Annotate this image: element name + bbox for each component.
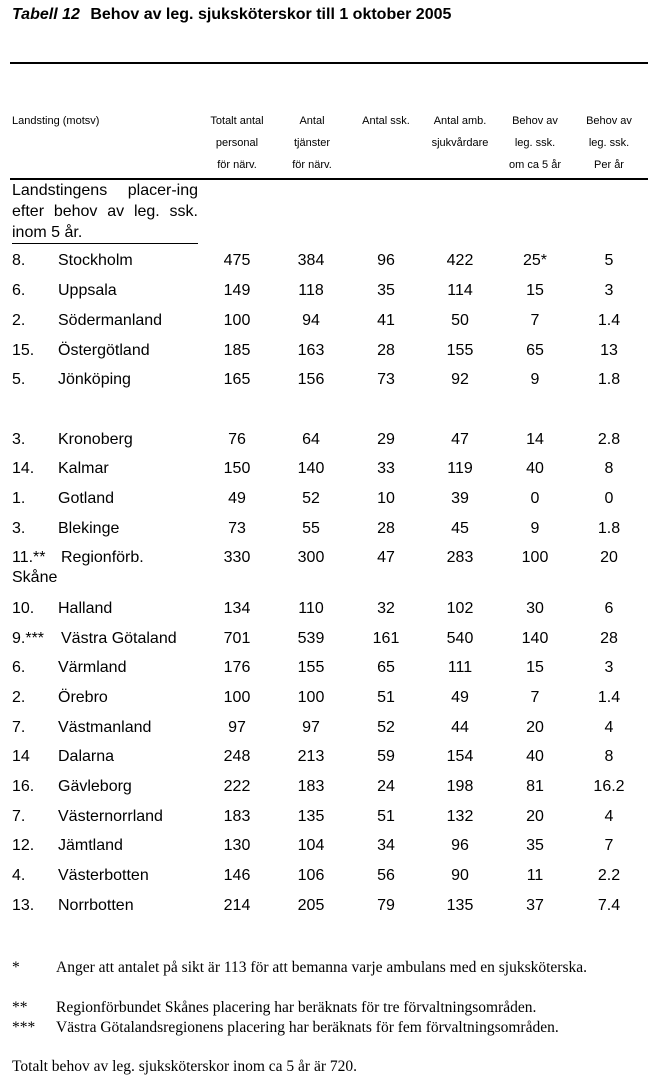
row-value-col6: 28 bbox=[600, 630, 618, 647]
row-value-col6: 1.4 bbox=[597, 312, 621, 329]
row-value-col2: 156 bbox=[297, 371, 325, 388]
row-rank: 6. bbox=[12, 282, 26, 299]
row-value-col6: 2.2 bbox=[597, 867, 621, 884]
row-value-col1: 73 bbox=[228, 520, 246, 537]
row-value-col3: 51 bbox=[377, 689, 395, 706]
footnote-mark-1: * bbox=[12, 959, 20, 976]
row-value-col1: 130 bbox=[223, 837, 251, 854]
row-rank: 14 bbox=[12, 748, 30, 765]
row-rank: 13. bbox=[12, 897, 35, 914]
row-name: Blekinge bbox=[58, 520, 120, 537]
row-value-col2: 55 bbox=[302, 520, 320, 537]
row-value-col1: 475 bbox=[223, 252, 251, 269]
row-value-col1: 214 bbox=[223, 897, 251, 914]
row-value-col3: 161 bbox=[372, 630, 400, 647]
row-value-col1: 134 bbox=[223, 600, 251, 617]
row-value-col1: 97 bbox=[228, 719, 246, 736]
row-value-col6: 8 bbox=[604, 460, 614, 477]
row-name: Kalmar bbox=[58, 460, 109, 477]
row-rank: 12. bbox=[12, 837, 35, 854]
row-value-col5: 9 bbox=[530, 371, 540, 388]
row-rank: 2. bbox=[12, 689, 26, 706]
row-value-col2: 205 bbox=[297, 897, 325, 914]
row-value-col3: 10 bbox=[377, 490, 395, 507]
row-value-col6: 4 bbox=[604, 808, 614, 825]
row-rank: 8. bbox=[12, 252, 26, 269]
row-value-col3: 41 bbox=[377, 312, 395, 329]
row-value-col1: 100 bbox=[223, 312, 251, 329]
row-value-col2: 118 bbox=[298, 282, 324, 299]
row-name: Västerbotten bbox=[58, 867, 149, 884]
row-rank: 10. bbox=[12, 600, 35, 617]
row-value-col1: 248 bbox=[223, 748, 251, 765]
row-value-col1: 701 bbox=[223, 630, 251, 647]
row-value-col4: 44 bbox=[451, 719, 469, 736]
row-value-col4: 49 bbox=[451, 689, 469, 706]
row-value-col5: 140 bbox=[521, 630, 549, 647]
row-value-col5: 37 bbox=[526, 897, 544, 914]
row-value-col2: 300 bbox=[297, 549, 325, 566]
row-rank: 3. bbox=[12, 431, 26, 448]
row-value-col6: 4 bbox=[604, 719, 614, 736]
table-row bbox=[0, 429, 658, 451]
row-value-col2: 183 bbox=[297, 778, 325, 795]
section-underline bbox=[12, 243, 198, 244]
row-value-col2: 140 bbox=[297, 460, 325, 477]
row-rank: 5. bbox=[12, 371, 26, 388]
row-value-col6: 13 bbox=[600, 342, 618, 359]
row-value-col4: 96 bbox=[451, 837, 469, 854]
row-rank: 15. bbox=[12, 342, 35, 359]
row-name: Halland bbox=[58, 600, 113, 617]
row-value-col5: 7 bbox=[530, 689, 540, 706]
row-value-col2: 104 bbox=[297, 837, 325, 854]
row-value-col6: 16.2 bbox=[593, 778, 625, 795]
row-value-col5: 0 bbox=[530, 490, 540, 507]
row-value-col5: 15 bbox=[526, 659, 544, 676]
header-col4: Antal amb. sjukvårdare bbox=[431, 115, 489, 149]
row-value-col5: 7 bbox=[530, 312, 540, 329]
row-value-col4: 92 bbox=[451, 371, 469, 388]
row-value-col5: 20 bbox=[526, 808, 544, 825]
row-value-col2: 94 bbox=[302, 312, 320, 329]
row-value-col6: 3 bbox=[604, 282, 614, 299]
row-value-col6: 6 bbox=[604, 600, 614, 617]
row-value-col3: 24 bbox=[377, 778, 395, 795]
row-name: Gävleborg bbox=[58, 778, 132, 795]
row-value-col6: 7 bbox=[604, 837, 614, 854]
row-value-col4: 198 bbox=[446, 778, 474, 795]
row-name: Uppsala bbox=[58, 282, 117, 299]
row-rank: 14. bbox=[12, 460, 35, 477]
row-rank: 1. bbox=[12, 490, 26, 507]
row-value-col6: 2.8 bbox=[597, 431, 621, 448]
row-value-col3: 56 bbox=[377, 867, 395, 884]
row-value-col4: 132 bbox=[446, 808, 474, 825]
table-row bbox=[0, 776, 658, 798]
row-value-col1: 49 bbox=[228, 490, 246, 507]
row-value-col6: 7.4 bbox=[597, 897, 621, 914]
row-value-col1: 150 bbox=[223, 460, 251, 477]
row-rank: 2. bbox=[12, 312, 26, 329]
row-value-col4: 45 bbox=[451, 520, 469, 537]
row-name: Jönköping bbox=[58, 371, 131, 388]
row-value-col1: 183 bbox=[223, 808, 251, 825]
row-value-col3: 33 bbox=[377, 460, 395, 477]
row-value-col3: 47 bbox=[377, 549, 395, 566]
row-value-col6: 20 bbox=[600, 549, 618, 566]
header-landsting: Landsting (motsv) bbox=[12, 115, 100, 127]
row-value-col3: 79 bbox=[377, 897, 395, 914]
row-value-col4: 422 bbox=[446, 252, 474, 269]
table-row bbox=[0, 806, 658, 828]
row-value-col6: 1.8 bbox=[597, 371, 621, 388]
row-value-col6: 5 bbox=[604, 252, 614, 269]
row-value-col1: 146 bbox=[223, 867, 251, 884]
row-name: Kronoberg bbox=[58, 431, 133, 448]
row-value-col2: 52 bbox=[302, 490, 320, 507]
table-row bbox=[0, 835, 658, 857]
row-rank: 3. bbox=[12, 520, 26, 537]
row-value-col3: 32 bbox=[377, 600, 395, 617]
header-col6: Behov av leg. ssk. Per år bbox=[586, 115, 632, 171]
row-value-col5: 11 bbox=[526, 867, 544, 884]
row-value-col3: 73 bbox=[377, 371, 395, 388]
row-value-col4: 135 bbox=[446, 897, 474, 914]
row-value-col5: 9 bbox=[530, 520, 540, 537]
row-value-col2: 106 bbox=[297, 867, 325, 884]
row-rank: 9.*** bbox=[12, 630, 45, 647]
row-name: Västmanland bbox=[58, 719, 152, 736]
row-value-col5: 100 bbox=[521, 549, 549, 566]
row-name: Södermanland bbox=[58, 312, 163, 329]
table-row bbox=[0, 628, 658, 650]
total-note: Totalt behov av leg. sjuksköterskor inom ca 5 år är 720. bbox=[12, 1058, 357, 1075]
row-value-col3: 28 bbox=[377, 342, 395, 359]
row-name-continued: Skåne bbox=[12, 569, 58, 586]
row-name: Örebro bbox=[58, 689, 108, 706]
table-row bbox=[0, 547, 658, 586]
row-value-col1: 149 bbox=[223, 282, 251, 299]
table-row bbox=[0, 518, 658, 540]
row-value-col1: 76 bbox=[228, 431, 246, 448]
row-name: Dalarna bbox=[58, 748, 115, 765]
row-value-col3: 28 bbox=[377, 520, 395, 537]
row-value-col1: 176 bbox=[223, 659, 251, 676]
row-value-col2: 163 bbox=[297, 342, 325, 359]
row-value-col3: 65 bbox=[377, 659, 395, 676]
row-value-col6: 1.4 bbox=[597, 689, 621, 706]
row-value-col2: 64 bbox=[302, 431, 320, 448]
row-name: Stockholm bbox=[58, 252, 133, 269]
row-value-col2: 213 bbox=[297, 748, 325, 765]
table-row bbox=[0, 657, 658, 679]
row-value-col5: 81 bbox=[526, 778, 544, 795]
row-value-col3: 34 bbox=[377, 837, 395, 854]
row-value-col5: 14 bbox=[526, 431, 544, 448]
row-value-col4: 283 bbox=[446, 549, 474, 566]
table-row bbox=[0, 687, 658, 709]
table-label: Tabell 12 bbox=[12, 6, 80, 23]
row-rank: 11.** bbox=[12, 549, 46, 566]
table-row bbox=[0, 895, 658, 917]
table-title-text: Behov av leg. sjuksköterskor till 1 oktober 2005 bbox=[90, 6, 452, 23]
table-row bbox=[0, 598, 658, 620]
row-value-col2: 155 bbox=[297, 659, 325, 676]
row-name: Gotland bbox=[58, 490, 115, 507]
table-row bbox=[0, 746, 658, 768]
row-value-col4: 111 bbox=[447, 659, 473, 676]
row-value-col2: 97 bbox=[302, 719, 320, 736]
row-rank: 6. bbox=[12, 659, 26, 676]
row-value-col4: 154 bbox=[446, 748, 474, 765]
row-value-col1: 185 bbox=[223, 342, 251, 359]
table-row bbox=[0, 369, 658, 391]
row-value-col4: 90 bbox=[451, 867, 469, 884]
row-value-col1: 330 bbox=[223, 549, 251, 566]
row-value-col4: 47 bbox=[451, 431, 469, 448]
row-value-col4: 50 bbox=[451, 312, 469, 329]
table-row bbox=[0, 488, 658, 510]
footnote-text-1: Anger att antalet på sikt är 113 för att bemanna varje ambulans med en sjuksköterska. bbox=[56, 959, 587, 976]
row-name: Norrbotten bbox=[58, 897, 134, 914]
row-value-col5: 30 bbox=[526, 600, 544, 617]
row-value-col3: 52 bbox=[377, 719, 395, 736]
section-title: Landstingens placer-ing efter behov av leg. ssk. inom 5 år. bbox=[12, 182, 198, 241]
table-row bbox=[0, 280, 658, 302]
row-value-col5: 20 bbox=[526, 719, 544, 736]
row-value-col3: 29 bbox=[377, 431, 395, 448]
row-name: Regionförb. bbox=[61, 549, 144, 566]
row-value-col1: 100 bbox=[223, 689, 251, 706]
table-row bbox=[0, 458, 658, 480]
footnote-text-3: Västra Götalandsregionens placering har beräknats för fem förvaltningsområden. bbox=[56, 1019, 559, 1036]
row-value-col4: 119 bbox=[447, 460, 473, 477]
top-rule bbox=[10, 62, 648, 64]
row-value-col5: 40 bbox=[526, 460, 544, 477]
footnote-mark-3: *** bbox=[12, 1019, 36, 1036]
row-value-col5: 15 bbox=[526, 282, 544, 299]
row-value-col4: 540 bbox=[446, 630, 474, 647]
row-name: Östergötland bbox=[58, 342, 150, 359]
row-rank: 16. bbox=[12, 778, 35, 795]
row-value-col3: 96 bbox=[377, 252, 395, 269]
row-name: Jämtland bbox=[58, 837, 123, 854]
footnote-text-2: Regionförbundet Skånes placering har beräknats för tre förvaltningsområden. bbox=[56, 999, 537, 1016]
row-value-col5: 35 bbox=[526, 837, 544, 854]
row-value-col5: 40 bbox=[526, 748, 544, 765]
row-rank: 7. bbox=[12, 808, 26, 825]
table-row bbox=[0, 865, 658, 887]
row-name: Värmland bbox=[58, 659, 127, 676]
header-col5: Behov av leg. ssk. om ca 5 år bbox=[509, 115, 561, 171]
row-value-col1: 165 bbox=[223, 371, 251, 388]
row-value-col2: 384 bbox=[297, 252, 325, 269]
header-col3: Antal ssk. bbox=[362, 115, 410, 127]
header-col1: Totalt antal personal för närv. bbox=[210, 115, 264, 171]
row-value-col3: 59 bbox=[377, 748, 395, 765]
table-row bbox=[0, 310, 658, 332]
row-value-col6: 1.8 bbox=[597, 520, 621, 537]
row-value-col3: 35 bbox=[377, 282, 395, 299]
row-value-col3: 51 bbox=[377, 808, 395, 825]
table-row bbox=[0, 717, 658, 739]
row-value-col6: 3 bbox=[604, 659, 614, 676]
row-value-col6: 8 bbox=[604, 748, 614, 765]
row-value-col2: 110 bbox=[298, 600, 324, 617]
table-row bbox=[0, 340, 658, 362]
row-value-col2: 539 bbox=[297, 630, 325, 647]
row-value-col4: 114 bbox=[447, 282, 473, 299]
row-name: Västra Götaland bbox=[61, 630, 177, 647]
row-value-col1: 222 bbox=[223, 778, 251, 795]
row-value-col4: 102 bbox=[446, 600, 474, 617]
row-value-col2: 135 bbox=[297, 808, 325, 825]
row-rank: 7. bbox=[12, 719, 26, 736]
row-name: Västernorrland bbox=[58, 808, 163, 825]
footnote-mark-2: ** bbox=[12, 999, 28, 1016]
table-title bbox=[12, 6, 451, 24]
row-value-col6: 0 bbox=[604, 490, 614, 507]
row-value-col4: 39 bbox=[451, 490, 469, 507]
row-value-col5: 25* bbox=[522, 252, 548, 269]
table-row bbox=[0, 250, 658, 272]
row-value-col4: 155 bbox=[446, 342, 474, 359]
header-col2: Antal tjänster för närv. bbox=[292, 115, 332, 171]
row-value-col2: 100 bbox=[297, 689, 325, 706]
row-value-col5: 65 bbox=[526, 342, 544, 359]
row-rank: 4. bbox=[12, 867, 26, 884]
